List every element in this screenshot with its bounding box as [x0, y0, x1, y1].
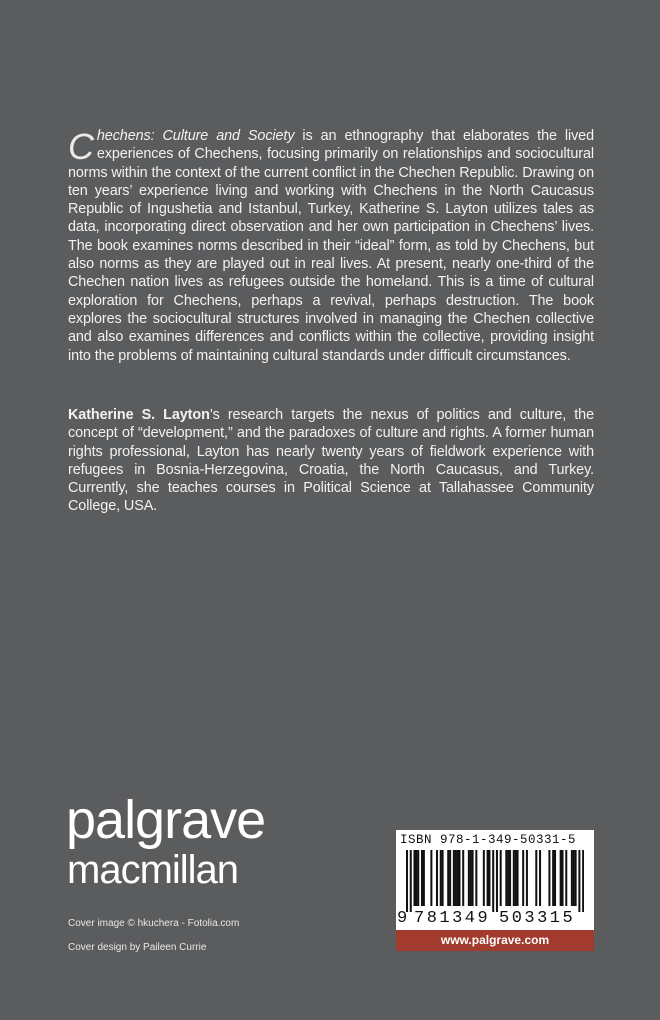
barcode-bar	[487, 850, 489, 906]
description-text: is an ethnography that elaborates the lived experiences of Chechens, focusing primarily on relationships and sociocultural norms within the context of the current conflict in the Chechen Republic. Drawing on ten years’ experience living and working with Chechens in the North Caucasus Republic of Ingushetia and Istanbul, Turkey, Katherine S. Layton utilizes tales as data, incorporating direct observation and her own participation in Chechens’ lives. The book examines norms described in their “ideal” form, as told by Chechens, but also norms as they are played out in real lives. At present, nearly one-third of the Chechen nation lives as refugees outside the homeland. This is a time of cultural exploration for Chechens, perhaps a revival, perhaps destruction. The book explores the sociocultural structures involved in managing the Chechen collective and also examines differences and conflicts within the collective, providing insight into the problems of maintaining cultural standards under difficult circumstances.	[68, 128, 594, 364]
barcode-bar	[455, 850, 457, 906]
barcode-bar	[578, 850, 580, 912]
barcode-bar	[560, 850, 562, 906]
barcode-bar	[472, 850, 474, 906]
barcode-bar	[440, 850, 442, 906]
barcode-bar	[552, 850, 554, 906]
barcode-digits-left: 781349	[414, 909, 491, 928]
barcode-bar	[513, 850, 515, 906]
publisher-logo-macmillan: macmillan	[67, 848, 239, 892]
barcode-bar	[539, 850, 541, 906]
book-title: hechens: Culture and Society	[96, 128, 295, 144]
author-bio	[68, 406, 594, 516]
isbn-label: ISBN 978-1-349-50331-5	[400, 833, 577, 847]
barcode-bar	[442, 850, 444, 906]
barcode-bar	[447, 850, 449, 906]
barcode-bar	[526, 850, 528, 906]
barcode-bar	[515, 850, 517, 906]
barcode-bar	[554, 850, 556, 906]
barcode-bar	[562, 850, 564, 906]
barcode-bar	[548, 850, 550, 906]
barcode-bar	[468, 850, 470, 906]
cover-image-credit: Cover image © hkuchera - Fotolia.com	[68, 918, 240, 929]
barcode-bars	[406, 850, 584, 912]
barcode-bar	[535, 850, 537, 906]
barcode-bar	[453, 850, 455, 906]
barcode-bar	[565, 850, 567, 906]
publisher-website[interactable]: www.palgrave.com	[396, 930, 594, 951]
barcode-bar	[470, 850, 472, 906]
publisher-logo-palgrave: palgrave	[66, 790, 266, 850]
barcode-digit-first: 9	[397, 909, 408, 928]
barcode-bar	[413, 850, 415, 906]
barcode-bar	[410, 850, 412, 912]
barcode-bar	[488, 850, 490, 906]
barcode-bar	[509, 850, 511, 906]
barcode-bar	[483, 850, 485, 906]
barcode-bar	[449, 850, 451, 906]
barcode-bar	[522, 850, 524, 906]
bio-text: ’s research targets the nexus of politics and culture, the concept of “development,” and the paradoxes of culture and rights. A former human rights professional, Layton has nearly twenty years of fieldwork experience with refugees in Bosnia-Herzegovina, Croatia, the North Caucasus, and Turkey. Currently, she teaches courses in Political Science at Tallahassee Community College, USA.	[68, 407, 594, 515]
barcode-bar	[436, 850, 438, 906]
barcode-bar	[573, 850, 575, 906]
barcode-bar	[582, 850, 584, 912]
author-name: Katherine S. Layton	[68, 407, 210, 423]
cover-design-credit: Cover design by Paileen Currie	[68, 942, 207, 953]
barcode-bar	[475, 850, 477, 906]
barcode-bar	[430, 850, 432, 906]
barcode-digits-right: 503315	[499, 909, 576, 928]
barcode-bar	[492, 850, 494, 912]
barcode-bar	[415, 850, 417, 906]
barcode-bar	[417, 850, 419, 906]
barcode-bar	[406, 850, 408, 912]
barcode-bar	[500, 850, 502, 906]
barcode-bar	[517, 850, 519, 906]
barcode-bar	[462, 850, 464, 906]
barcode-bar	[421, 850, 423, 906]
barcode-bar	[457, 850, 459, 906]
barcode-bar	[458, 850, 460, 906]
isbn-barcode	[396, 830, 594, 930]
barcode-bar	[505, 850, 507, 906]
barcode-bar	[423, 850, 425, 906]
barcode-bar	[496, 850, 498, 912]
barcode-bar	[571, 850, 573, 906]
barcode-bar	[575, 850, 577, 906]
barcode-bar	[507, 850, 509, 906]
book-description	[68, 127, 594, 365]
drop-cap: C	[68, 126, 94, 167]
